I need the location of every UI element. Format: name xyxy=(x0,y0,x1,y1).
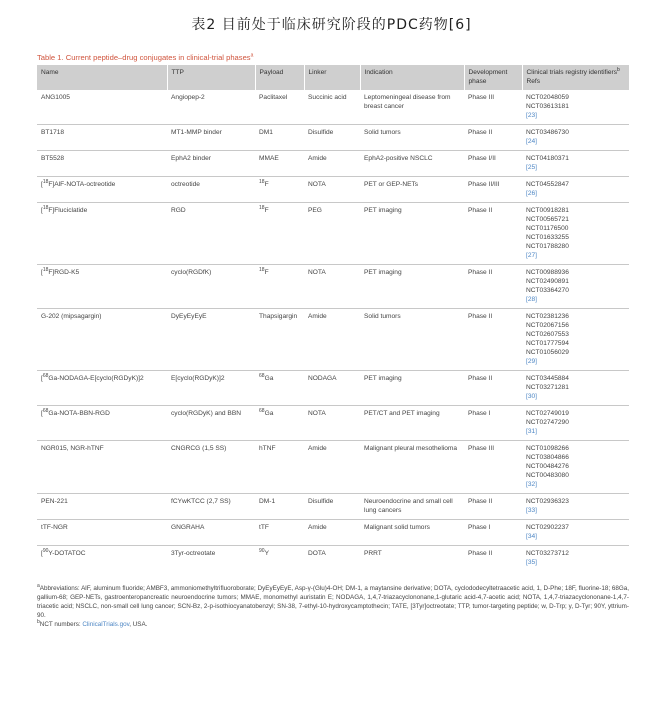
ref-link[interactable]: [34] xyxy=(526,533,537,540)
ref-link[interactable]: [32] xyxy=(526,481,537,488)
payload-name: MMAE xyxy=(259,155,279,162)
nct-id: NCT02048059 xyxy=(526,94,569,101)
table-row xyxy=(37,371,629,406)
nct-id: NCT03445884 xyxy=(526,375,569,382)
table-body xyxy=(37,90,629,571)
ref-link[interactable]: [26] xyxy=(526,190,537,197)
nct-id: NCT02936323 xyxy=(526,498,569,505)
nct-id: NCT04552847 xyxy=(526,181,569,188)
footnote-b-suffix: , USA. xyxy=(129,621,148,628)
cell-name xyxy=(37,125,167,151)
cell-payload xyxy=(255,177,304,203)
cell-payload xyxy=(255,125,304,151)
nct-id: NCT02067156 xyxy=(526,322,569,329)
ref-link[interactable]: [30] xyxy=(526,393,537,400)
header-name: Name xyxy=(37,65,167,90)
isotope-mark: 18 xyxy=(42,266,49,273)
cell-registry xyxy=(522,520,629,546)
payload-isotope-mark: 90 xyxy=(259,547,265,554)
payload-name: Ga xyxy=(264,375,274,382)
header-registry-footnote-mark: b xyxy=(617,66,620,73)
payload-name: tTF xyxy=(259,524,269,531)
isotope-mark: 18 xyxy=(42,178,49,185)
nct-id: NCT00988936 xyxy=(526,269,569,276)
cell-ttp: EphA2 binder xyxy=(167,151,255,177)
cell-registry xyxy=(522,371,629,406)
nct-id: NCT00484276 xyxy=(526,463,569,470)
drug-name: F]Fluciclatide xyxy=(48,207,88,214)
cell-payload xyxy=(255,494,304,520)
cell-registry xyxy=(522,151,629,177)
payload-name: Ga xyxy=(264,410,274,417)
cell-ttp: cyclo(RGDfK) xyxy=(167,265,255,309)
ref-link[interactable]: [28] xyxy=(526,296,537,303)
drug-name: PEN-221 xyxy=(41,498,68,505)
footnote-b-mark: b xyxy=(37,618,40,625)
drug-name: Ga-NOTA-BBN-RGD xyxy=(48,410,110,417)
ref-link[interactable]: [23] xyxy=(526,112,537,119)
cell-registry xyxy=(522,203,629,265)
cell-registry xyxy=(522,177,629,203)
footnote-a xyxy=(37,584,629,620)
drug-name: Ga-NODAGA-E[cyclo(RGDyK)]2 xyxy=(48,375,144,382)
cell-phase: Phase II xyxy=(464,494,522,520)
cell-phase: Phase III xyxy=(468,94,495,101)
header-payload: Payload xyxy=(255,65,304,90)
payload-name: Thapsigargin xyxy=(259,313,298,320)
cell-payload xyxy=(255,371,304,406)
payload-name: F xyxy=(264,181,269,188)
cell-payload xyxy=(255,406,304,441)
cell-ttp: 3Tyr-octreotate xyxy=(167,546,255,572)
nct-id: NCT01056029 xyxy=(526,349,569,356)
table-row xyxy=(37,309,629,371)
table-row xyxy=(37,520,629,546)
clinicaltrials-link[interactable]: ClinicalTrials.gov xyxy=(82,621,130,628)
cell-registry xyxy=(522,265,629,309)
cell-name: [$^{90}$Y-DOTATOC xyxy=(37,546,167,572)
cell-linker: Amide xyxy=(304,151,360,177)
cell-ttp: cyclo(RGDyK) and BBN xyxy=(167,406,255,441)
footnote-b xyxy=(37,620,629,629)
cell-indication: EphA2-positive NSCLC xyxy=(360,151,464,177)
cell-payload xyxy=(255,441,304,494)
ref-link[interactable]: [25] xyxy=(526,164,537,171)
cell-indication: Solid tumors xyxy=(360,125,464,151)
table-title-footnote-mark: a xyxy=(250,53,254,59)
payload-name: F xyxy=(264,269,269,276)
nct-id: NCT01777594 xyxy=(526,340,569,347)
table-row xyxy=(37,546,629,572)
cell-phase: Phase II xyxy=(464,546,522,572)
ref-link[interactable]: [29] xyxy=(526,358,537,365)
cell-ttp: CNGRCG (1,5 SS) xyxy=(167,441,255,494)
ref-link[interactable]: [27] xyxy=(526,252,537,259)
table-row xyxy=(37,177,629,203)
cell-ttp: GNGRAHA xyxy=(167,520,255,546)
cell-linker: PEG xyxy=(304,203,360,265)
cell-ttp: fCYwKTCC (2,7 SS) xyxy=(167,494,255,520)
ref-link[interactable]: [35] xyxy=(526,559,537,566)
cell-phase: Phase III xyxy=(464,441,522,494)
nct-id: NCT03804866 xyxy=(526,454,569,461)
cell-linker: Amide xyxy=(304,441,360,494)
payload-name: Y xyxy=(264,550,269,557)
cell-linker: NOTA xyxy=(304,265,360,309)
payload-name: DM1 xyxy=(259,129,273,136)
cell-indication: PET or GEP-NETs xyxy=(360,177,464,203)
nct-id: NCT03273712 xyxy=(526,550,569,557)
cell-phase: Phase II xyxy=(464,309,522,371)
drug-name: NGR015, NGR-hTNF xyxy=(41,445,104,452)
nct-id: NCT01788280 xyxy=(526,243,569,250)
payload-isotope-mark: 68 xyxy=(259,372,265,379)
payload-name: DM-1 xyxy=(259,498,276,505)
cell-phase: Phase I/II xyxy=(464,151,522,177)
cell-name xyxy=(37,151,167,177)
cell-registry xyxy=(522,90,629,125)
nct-id: NCT03364270 xyxy=(526,287,569,294)
cell-linker: NOTA xyxy=(304,406,360,441)
cell-phase: Phase II xyxy=(464,371,522,406)
cell-phase: Phase II/III xyxy=(464,177,522,203)
cell-name xyxy=(37,520,167,546)
cell-registry xyxy=(522,406,629,441)
table-row xyxy=(37,494,629,520)
cell-ttp: E[cyclo(RGDyK)]2 xyxy=(167,371,255,406)
cell-indication: PET imaging xyxy=(360,203,464,265)
nct-id: NCT02490891 xyxy=(526,278,569,285)
footnote-b-prefix: NCT numbers: xyxy=(39,621,83,628)
cell-indication: Malignant solid tumors xyxy=(360,520,464,546)
cell-ttp: MT1-MMP binder xyxy=(167,125,255,151)
cell-indication: PET imaging xyxy=(360,265,464,309)
cell-linker: NOTA xyxy=(304,177,360,203)
cell-indication: Solid tumors xyxy=(360,309,464,371)
document-body xyxy=(37,53,629,629)
cell-name xyxy=(37,441,167,494)
nct-id: NCT02902237 xyxy=(526,524,569,531)
nct-id: NCT02747290 xyxy=(526,419,569,426)
cell-indication: PRRT xyxy=(360,546,464,572)
cell-phase: Phase II xyxy=(464,125,522,151)
cell-ttp: DyEyEyEyE xyxy=(167,309,255,371)
cell-linker: DOTA xyxy=(304,546,360,572)
nct-id: NCT03613181 xyxy=(526,103,569,110)
header-ttp: TTP xyxy=(167,65,255,90)
cell-linker: NODAGA xyxy=(304,371,360,406)
cell-name xyxy=(37,309,167,371)
table-row xyxy=(37,90,629,125)
isotope-mark: 68 xyxy=(42,372,49,379)
table-row xyxy=(37,265,629,309)
cell-ttp: RGD xyxy=(167,203,255,265)
nct-id: NCT01098266 xyxy=(526,445,569,452)
payload-name: Paclitaxel xyxy=(259,94,288,101)
drug-name: tTF-NGR xyxy=(41,524,68,531)
header-development-phase: Development phase xyxy=(464,65,522,90)
table-title-text: Table 1. Current peptide–drug conjugates in clinical-trial phases xyxy=(37,53,251,62)
header-refs: Refs xyxy=(526,78,541,85)
cell-linker: Succinic acid xyxy=(308,94,347,101)
cell-indication: PET/CT and PET imaging xyxy=(360,406,464,441)
table-title xyxy=(37,53,629,62)
cell-indication: Leptomeningeal disease from breast cancer xyxy=(364,94,451,110)
footnotes xyxy=(37,584,629,629)
isotope-mark: 90 xyxy=(42,547,49,554)
nct-id: NCT01633255 xyxy=(526,234,569,241)
nct-id: NCT03271281 xyxy=(526,384,569,391)
table-row xyxy=(37,406,629,441)
header-linker: Linker xyxy=(304,65,360,90)
cell-phase: Phase I xyxy=(464,406,522,441)
cell-name: [$^{18}$F]AlF-NOTA-octreotide xyxy=(37,177,167,203)
payload-name: F xyxy=(264,207,269,214)
payload-isotope-mark: 18 xyxy=(259,266,265,273)
table-row xyxy=(37,125,629,151)
cell-payload xyxy=(255,90,304,125)
nct-id: NCT04180371 xyxy=(526,155,569,162)
cell-payload xyxy=(255,309,304,371)
payload-isotope-mark: 18 xyxy=(259,204,265,211)
cell-registry xyxy=(522,125,629,151)
cell-ttp: octreotide xyxy=(167,177,255,203)
cell-payload xyxy=(255,520,304,546)
isotope-mark: 68 xyxy=(42,407,49,414)
cell-indication: Malignant pleural mesothelioma xyxy=(360,441,464,494)
cell-linker: Amide xyxy=(304,520,360,546)
nct-id: NCT01176500 xyxy=(526,225,569,232)
drug-name: G-202 (mipsagargin) xyxy=(41,313,102,320)
payload-isotope-mark: 18 xyxy=(259,178,265,185)
drug-name: Y-DOTATOC xyxy=(48,550,86,557)
nct-id: NCT00918281 xyxy=(526,207,569,214)
table-row xyxy=(37,151,629,177)
cell-registry xyxy=(522,441,629,494)
nct-id: NCT02381236 xyxy=(526,313,569,320)
cell-linker: Disulfide xyxy=(304,125,360,151)
header-registry-text: Clinical trials registry identifiers xyxy=(526,69,618,76)
ref-link[interactable]: [31] xyxy=(526,428,537,435)
cell-name: [$^{18}$F]RGD-K5 xyxy=(37,265,167,309)
nct-id: NCT02607553 xyxy=(526,331,569,338)
cell-name: [$^{68}$Ga-NOTA-BBN-RGD xyxy=(37,406,167,441)
cell-phase: Phase II xyxy=(464,265,522,309)
cell-linker: Amide xyxy=(304,309,360,371)
pdc-table xyxy=(37,65,629,571)
header-registry xyxy=(522,65,629,90)
cell-linker: Disulfide xyxy=(304,494,360,520)
nct-id: NCT00565721 xyxy=(526,216,569,223)
footnote-a-text: Abbreviations: AlF, aluminum fluoride; AMBF3, ammoniomethyltrifluoroborate; DyEyEyEyE, Asp-γ-(Glu)4-OH; DM-1, a maytansine derivative; DOTA, cyclododecyltetraacetic acid, 1, D-Phe; 18F, fluorine-18; 68Ga, gallium-68; GEP-NETs, gastroenteropancreatic neuroendocrine tumors; MMAE, monomethyl auristatin E; NODAGA, 1,4,7-triazacyclononane,1-glutaric acid-4,7-acetic acid; NOTA, 1,4,7-triazacyclononane-1,4,7-triacetic acid; NSCLC, non-small cell lung cancer; SCN-Bz, 2-p-isothiocyanatobenzyl; SN-38, 7-ethyl-10-hydroxycamptothecin; TATE, [3Tyr]octreotate; TTP, tumor-targeting peptide; w, D-Trp; y, D-Tyr; 90Y, yttrium-90. xyxy=(37,585,629,619)
cell-registry xyxy=(522,309,629,371)
cell-name xyxy=(37,494,167,520)
header-indication: Indication xyxy=(360,65,464,90)
drug-name: ANG1005 xyxy=(41,94,70,101)
cell-indication: Neuroendocrine and small cell lung cancers xyxy=(360,494,464,520)
ref-link[interactable]: [24] xyxy=(526,138,537,145)
cell-payload xyxy=(255,203,304,265)
nct-id: NCT00483080 xyxy=(526,472,569,479)
cell-payload xyxy=(255,546,304,572)
payload-isotope-mark: 68 xyxy=(259,407,265,414)
page-title: 表2 目前处于临床研究阶段的PDC药物[6] xyxy=(191,17,472,33)
nct-id: NCT02749019 xyxy=(526,410,569,417)
payload-name: hTNF xyxy=(259,445,276,452)
drug-name: F]RGD-K5 xyxy=(48,269,80,276)
cell-phase: Phase I xyxy=(464,520,522,546)
drug-name: BT5528 xyxy=(41,155,65,162)
cell-payload xyxy=(255,151,304,177)
cell-indication: PET imaging xyxy=(360,371,464,406)
footnote-a-mark: a xyxy=(37,582,40,589)
cell-name xyxy=(37,90,167,125)
cell-name: [$^{68}$Ga-NODAGA-E[cyclo(RGDyK)]2 xyxy=(37,371,167,406)
table-header-row xyxy=(37,65,629,90)
cell-registry xyxy=(522,494,629,520)
ref-link[interactable]: [33] xyxy=(526,507,537,514)
table-row xyxy=(37,203,629,265)
cell-payload xyxy=(255,265,304,309)
table-row xyxy=(37,441,629,494)
cell-registry xyxy=(522,546,629,572)
drug-name: F]AlF-NOTA-octreotide xyxy=(48,181,116,188)
isotope-mark: 18 xyxy=(42,204,49,211)
cell-name: [$^{18}$F]Fluciclatide xyxy=(37,203,167,265)
drug-name: BT1718 xyxy=(41,129,65,136)
cell-ttp: Angiopep-2 xyxy=(171,94,205,101)
nct-id: NCT03486730 xyxy=(526,129,569,136)
cell-phase: Phase II xyxy=(464,203,522,265)
